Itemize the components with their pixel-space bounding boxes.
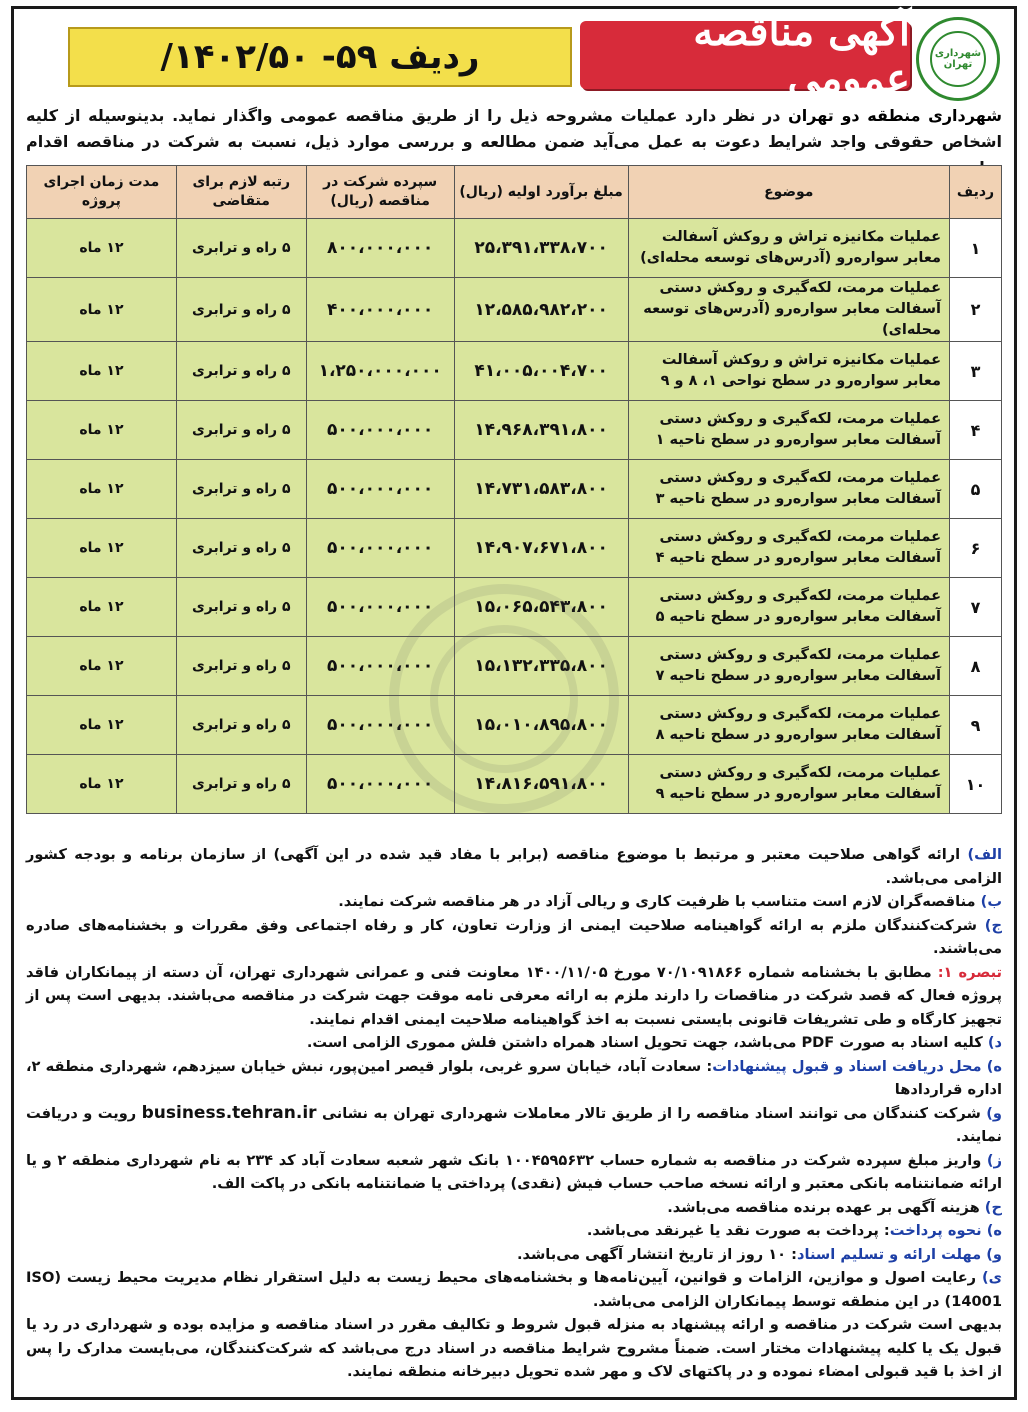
cell-row-number: ۴: [950, 401, 1002, 460]
note-label: ه) محل دریافت اسناد و قبول پیشنهادات: [712, 1057, 1002, 1075]
cell-subject: عملیات مکانیزه تراش و روکش آسفالت معابر سواره‌رو (آدرس‌های توسعه محله‌ای): [628, 219, 949, 278]
note-be: [26, 890, 1002, 914]
cell-subject: عملیات مرمت، لکه‌گیری و روکش دستی آسفالت معابر سواره‌رو در سطح ناحیه ۹: [628, 755, 949, 814]
cell-row-number: ۱: [950, 219, 1002, 278]
tehran-municipality-logo: [916, 17, 1000, 101]
note-alef: [26, 843, 1002, 890]
tender-advertisement: [11, 6, 1017, 1400]
cell-grade: ۵ راه و ترابری: [176, 460, 306, 519]
note-label: تبصره ۱:: [937, 963, 1003, 981]
table-row: [27, 519, 1002, 578]
cell-row-number: ۲: [950, 278, 1002, 342]
header: [22, 8, 1006, 102]
note-text: : پرداخت به صورت نقد یا غیرنقد می‌باشد.: [586, 1222, 890, 1239]
cell-row-number: ۸: [950, 637, 1002, 696]
note-label: ه) نحوه پرداخت: [889, 1222, 1002, 1239]
header-row-no: ردیف: [950, 166, 1002, 219]
reference-number: ردیف ۵۹- ۱۴۰۲/۵۰/: [160, 37, 480, 77]
cell-duration: ۱۲ ماه: [27, 519, 177, 578]
cell-duration: ۱۲ ماه: [27, 696, 177, 755]
note-label: الف): [967, 846, 1002, 863]
cell-duration: ۱۲ ماه: [27, 578, 177, 637]
note-text: شرکت کنندگان می توانند اسناد مناقصه را از طریق تالار معاملات شهرداری تهران به نشانی: [316, 1104, 987, 1122]
cell-row-number: ۳: [950, 342, 1002, 401]
cell-subject: عملیات مکانیزه تراش و روکش آسفالت معابر سواره‌رو در سطح نواحی ۱، ۸ و ۹: [628, 342, 949, 401]
cell-deposit: ۸۰۰،۰۰۰،۰۰۰: [306, 219, 454, 278]
cell-estimate: ۱۴،۹۶۸،۳۹۱،۸۰۰: [454, 401, 628, 460]
table-row: [27, 637, 1002, 696]
cell-duration: ۱۲ ماه: [27, 342, 177, 401]
cell-estimate: ۱۴،۸۱۶،۵۹۱،۸۰۰: [454, 755, 628, 814]
note-text: مناقصه‌گران لازم است متناسب با ظرفیت کاری و ریالی آزاد در هر مناقصه شرکت نمایند.: [338, 893, 981, 910]
table-row: [27, 278, 1002, 342]
cell-duration: ۱۲ ماه: [27, 278, 177, 342]
cell-estimate: ۱۵،۰۱۰،۸۹۵،۸۰۰: [454, 696, 628, 755]
cell-row-number: ۷: [950, 578, 1002, 637]
cell-subject: عملیات مرمت، لکه‌گیری و روکش دستی آسفالت معابر سواره‌رو در سطح ناحیه ۱: [628, 401, 949, 460]
cell-subject: عملیات مرمت، لکه‌گیری و روکش دستی آسفالت معابر سواره‌رو در سطح ناحیه ۷: [628, 637, 949, 696]
cell-estimate: ۴۱،۰۰۵،۰۰۴،۷۰۰: [454, 342, 628, 401]
cell-duration: ۱۲ ماه: [27, 637, 177, 696]
cell-deposit: ۵۰۰،۰۰۰،۰۰۰: [306, 460, 454, 519]
note-text: واریز مبلغ سپرده شرکت در مناقصه به شماره حساب ۱۰۰۴۵۹۵۶۳۲ بانک شهر شعبه سعادت آباد کد ۲۳۴ به نام شهرداری منطقه ۲ و یا ارائه ضمانتنامه بانکی معتبر و ارائه نسخه صاحب حساب فیش (نقدی) پرداختی یا ضمانتنامه بانکی در پاکت الف.: [26, 1151, 1002, 1192]
table-row: [27, 460, 1002, 519]
cell-deposit: ۴۰۰،۰۰۰،۰۰۰: [306, 278, 454, 342]
note-dal: [26, 1031, 1002, 1055]
header-deposit: سپرده شرکت در مناقصه (ریال): [306, 166, 454, 219]
cell-row-number: ۹: [950, 696, 1002, 755]
cell-deposit: ۵۰۰،۰۰۰،۰۰۰: [306, 696, 454, 755]
title-banner: [580, 8, 910, 102]
cell-grade: ۵ راه و ترابری: [176, 219, 306, 278]
cell-duration: ۱۲ ماه: [27, 460, 177, 519]
note-vav: [26, 1102, 1002, 1149]
tender-table: [26, 165, 1002, 814]
table-row: [27, 342, 1002, 401]
cell-grade: ۵ راه و ترابری: [176, 519, 306, 578]
note-payment: [26, 1219, 1002, 1243]
cell-grade: ۵ راه و ترابری: [176, 637, 306, 696]
cell-duration: ۱۲ ماه: [27, 755, 177, 814]
cell-grade: ۵ راه و ترابری: [176, 696, 306, 755]
note-label: ج): [984, 916, 1002, 934]
intro-text: در نظر دارد عملیات مشروحه ذیل را از طریق مناقصه عمومی واگذار نماید. بدینوسیله از کلیه اشخاص حقوقی واجد شرایط دعوت به عمل می‌آید ضمن مطالعه و بررسی موارد ذیل، نسبت به شرکت در مناقصه اقدام: [26, 106, 1002, 151]
cell-estimate: ۱۴،۷۳۱،۵۸۳،۸۰۰: [454, 460, 628, 519]
logo-emblem-icon: [930, 31, 986, 87]
table-row: [27, 578, 1002, 637]
cell-estimate: ۱۲،۵۸۵،۹۸۲،۲۰۰: [454, 278, 628, 342]
note-deadline: [26, 1243, 1002, 1267]
cell-duration: ۱۲ ماه: [27, 401, 177, 460]
page-title: آگهی مناقصه عمومی: [693, 8, 910, 102]
cell-estimate: ۱۴،۹۰۷،۶۷۱،۸۰۰: [454, 519, 628, 578]
table-row: [27, 696, 1002, 755]
note-he2: [26, 1196, 1002, 1220]
cell-subject: عملیات مرمت، لکه‌گیری و روکش دستی آسفالت معابر سواره‌رو در سطح ناحیه ۸: [628, 696, 949, 755]
cell-deposit: ۵۰۰،۰۰۰،۰۰۰: [306, 578, 454, 637]
table-row: [27, 755, 1002, 814]
reference-box: [68, 27, 572, 87]
cell-estimate: ۱۵،۱۳۲،۳۳۵،۸۰۰: [454, 637, 628, 696]
note-label: ز): [986, 1151, 1002, 1169]
note-text: ارائه گواهی صلاحیت معتبر و مرتبط با موضوع مناقصه (برابر با مفاد قید شده در این آگهی) از سازمان برنامه و بودجه کشور الزامی می‌باشد.: [26, 846, 1002, 887]
note-text: رویت و دریافت نمایند.: [26, 1104, 1002, 1145]
table-row: [27, 219, 1002, 278]
note-tabsare: [26, 961, 1002, 1032]
conditions-section: [26, 843, 1002, 1384]
cell-grade: ۵ راه و ترابری: [176, 755, 306, 814]
note-ze: [26, 1149, 1002, 1196]
note-text: کلیه اسناد به صورت PDF می‌باشد، جهت تحویل اسناد همراه داشتن فلش مموری الزامی است.: [306, 1034, 988, 1051]
note-label: و): [986, 1104, 1002, 1122]
cell-grade: ۵ راه و ترابری: [176, 342, 306, 401]
note-he: [26, 1055, 1002, 1102]
cell-row-number: ۶: [950, 519, 1002, 578]
cell-grade: ۵ راه و ترابری: [176, 401, 306, 460]
closing-paragraph: بدیهی است شرکت در مناقصه و ارائه پیشنهاد به منزله قبول شروط و تکالیف مقرر در اسناد مناقصه و مزایده بوده و شهرداری در رد یا قبول یک یا کلیه پیشنهادات مختار است. ضمناً مشروح شرایط مناقصه در اسناد درج می‌باشد که شرکت‌کنندگان، می‌بایست مدارک را پس از اخذ با قید قبولی امضاء نموده و در پاکتهای لاک و مهر شده تحویل دبیرخانه منطقه نمایند.: [26, 1316, 1002, 1380]
note-label: ح): [984, 1198, 1002, 1216]
cell-estimate: ۲۵،۳۹۱،۳۳۸،۷۰۰: [454, 219, 628, 278]
header-grade: رتبه لازم برای متقاضی: [176, 166, 306, 219]
cell-subject: عملیات مرمت، لکه‌گیری و روکش دستی آسفالت معابر سواره‌رو (آدرس‌های توسعه محله‌ای): [628, 278, 949, 342]
cell-duration: ۱۲ ماه: [27, 219, 177, 278]
note-text: رعایت اصول و موازین، الزامات و قوانین، آیین‌نامه‌ها و بخشنامه‌های محیط زیست به دلیل استقرار نظام مدیریت محیط زیست (ISO 14001) در این منطقه توسط پیمانکاران الزامی می‌باشد.: [26, 1269, 1002, 1310]
note-text: : ۱۰ روز از تاریخ انتشار آگهی می‌باشد.: [516, 1245, 797, 1263]
tender-portal-link[interactable]: business.tehran.ir: [141, 1102, 317, 1123]
note-ye: [26, 1266, 1002, 1313]
cell-deposit: ۵۰۰،۰۰۰،۰۰۰: [306, 637, 454, 696]
cell-deposit: ۱،۲۵۰،۰۰۰،۰۰۰: [306, 342, 454, 401]
note-text: : سعادت آباد، خیابان سرو غربی، بلوار قیصر امین‌پور، نبش خیابان سیزدهم، شهرداری منطقه ۲، اداره قراردادها: [26, 1057, 1002, 1098]
cell-estimate: ۱۵،۰۶۵،۵۴۳،۸۰۰: [454, 578, 628, 637]
note-label: ب): [980, 893, 1002, 910]
note-label: ی): [981, 1269, 1002, 1286]
note-text: هزینه آگهی بر عهده برنده مناقصه می‌باشد.: [667, 1198, 985, 1216]
header-estimate: مبلغ برآورد اولیه (ریال): [454, 166, 628, 219]
cell-deposit: ۵۰۰،۰۰۰،۰۰۰: [306, 401, 454, 460]
cell-grade: ۵ راه و ترابری: [176, 278, 306, 342]
header-duration: مدت زمان اجرای پروژه: [27, 166, 177, 219]
note-label: و) مهلت ارائه و تسلیم اسناد: [797, 1245, 1002, 1263]
cell-subject: عملیات مرمت، لکه‌گیری و روکش دستی آسفالت معابر سواره‌رو در سطح ناحیه ۳: [628, 460, 949, 519]
cell-row-number: ۱۰: [950, 755, 1002, 814]
header-subject: موضوع: [628, 166, 949, 219]
table-row: [27, 401, 1002, 460]
cell-row-number: ۵: [950, 460, 1002, 519]
note-jim: [26, 914, 1002, 961]
cell-deposit: ۵۰۰،۰۰۰،۰۰۰: [306, 519, 454, 578]
cell-subject: عملیات مرمت، لکه‌گیری و روکش دستی آسفالت معابر سواره‌رو در سطح ناحیه ۵: [628, 578, 949, 637]
table-header-row: [27, 166, 1002, 219]
cell-grade: ۵ راه و ترابری: [176, 578, 306, 637]
cell-subject: عملیات مرمت، لکه‌گیری و روکش دستی آسفالت معابر سواره‌رو در سطح ناحیه ۴: [628, 519, 949, 578]
note-text: مطابق با بخشنامه شماره ۷۰/۱۰۹۱۸۶۶ مورخ ۱۴۰۰/۱۱/۰۵ معاونت فنی و عمرانی شهرداری تهران، آن دسته از پیمانکاران فاقد پروژه فعال که قصد شرکت در مناقصات را دارند ملزم به ارائه معرفی نامه موقت جهت شرکت در مناقصه می‌باشند. بدیهی است پس از تجهیز کارگاه و طی تشریفات قانونی بایستی نسبت به اخذ گواهینامه صلاحیت ایمنی اقدام نمایند.: [26, 963, 1002, 1028]
note-label: د): [987, 1034, 1002, 1051]
logo-text: شهرداری تهران: [934, 48, 982, 70]
note-text: شرکت‌کنندگان ملزم به ارائه گواهینامه صلاحیت ایمنی از وزارت تعاون، کار و رفاه اجتماعی وفق مقررات و بخشنامه‌های صادره می‌باشند.: [26, 916, 1002, 957]
intro-lead: شهرداری منطقه دو تهران: [788, 106, 1003, 125]
cell-deposit: ۵۰۰،۰۰۰،۰۰۰: [306, 755, 454, 814]
